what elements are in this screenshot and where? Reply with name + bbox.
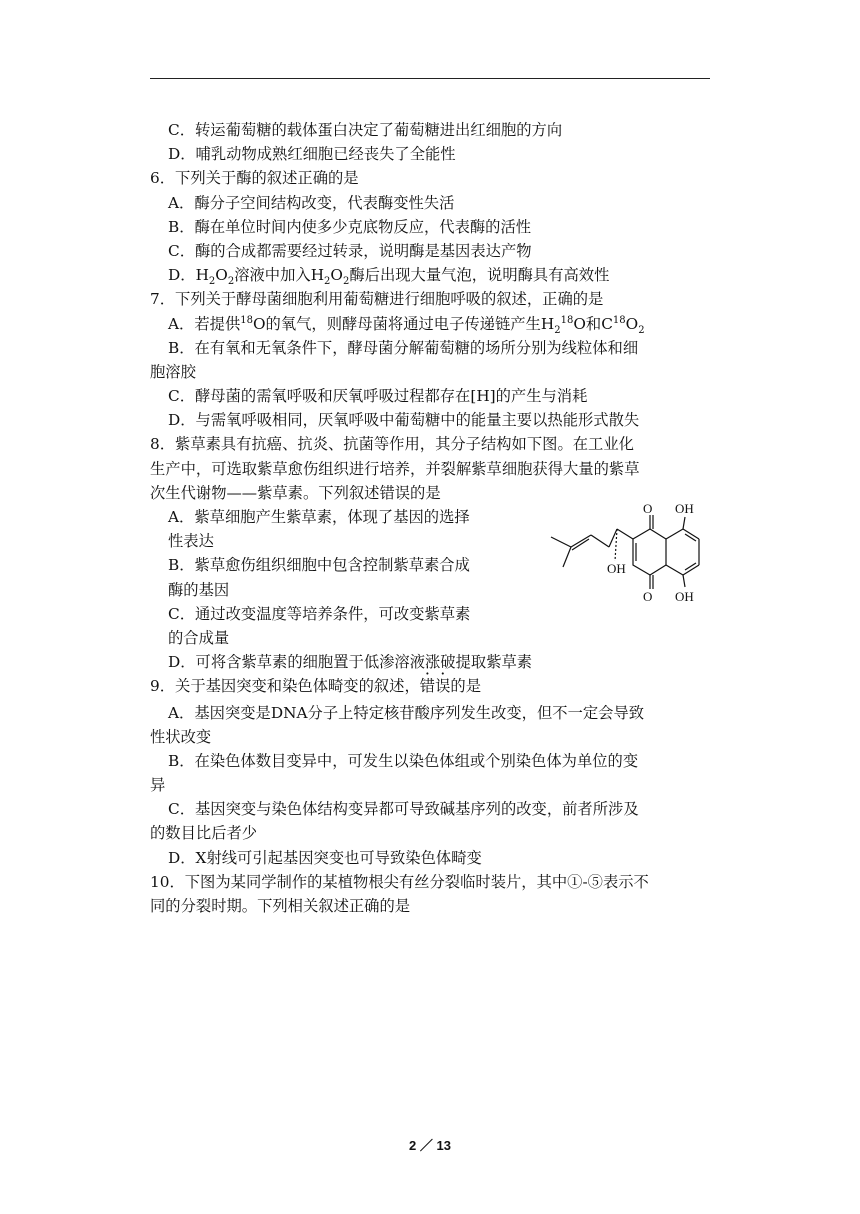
q9-stem-post: 的是 [450,677,482,696]
q5-option-d: D．哺乳动物成熟红细胞已经丧失了全能性 [168,145,456,164]
q8-option-b-line1: B．紫草愈伤组织细胞中包含控制紫草素合成 [168,556,470,575]
mol-label-o-top: O [643,501,653,516]
subscript-2: 2 [554,324,561,336]
q6-option-b: B．酶在单位时间内使多少克底物反应，代表酶的活性 [168,217,532,236]
q7-a-prefix: A．若提供 [168,314,241,333]
h-symbol: H [195,266,209,285]
q7-option-b-line1: B．在有氧和无氧条件下，酵母菌分解葡萄糖的场所分别为线粒体和细 [168,338,639,357]
q9-option-d: D．X射线可引起基因突变也可导致染色体畸变 [168,848,482,867]
q6-option-d [150,263,712,287]
q10-stem-line2: 同的分裂时期。下列相关叙述正确的是 [150,897,411,915]
q6-stem: 6．下列关于酶的叙述正确的是 [150,169,359,188]
q9-stem-emphasis-2: 误 [435,677,451,696]
c-18o2: $C^{18}O_2$ [601,314,645,336]
q9-option-c-line2: 的数目比后者少 [150,824,258,843]
shikonin-structure-diagram [533,501,713,611]
o-symbol: O [215,266,228,285]
q6-d-mid: 溶液中加入 [234,266,311,285]
subscript-2: 2 [342,276,350,288]
q6-option-a: A．酶分子空间结构改变，代表酶变性失活 [168,193,455,212]
q9-option-b-line1: B．在染色体数目变异中，可发生以染色体组或个别染色体为单位的变 [168,751,639,770]
q7-a-mid: O的氧气，则酵母菌将通过电子传递链产生 [252,314,541,333]
q10-stem-line1: 10．下图为某同学制作的某植物根尖有丝分裂临时装片，其中①-⑤表示不 [150,872,649,891]
q6-d-h2o2-b [310,266,350,288]
h-symbol: H [310,266,325,285]
o-symbol: O [573,314,586,333]
q6-d-h2o2-a [195,266,235,288]
q8-option-c-line2: 的合成量 [168,628,230,647]
q8-option-a-line2: 性表达 [168,532,214,551]
header-rule [150,78,710,79]
q6-d-post: 酶后出现大量气泡，说明酶具有高效性 [349,266,610,285]
subscript-2: 2 [227,276,235,288]
superscript-18: 18 [612,314,626,326]
page-content [150,118,712,918]
superscript-18: 18 [240,314,253,326]
molecule-bonds [551,515,699,589]
superscript-18: 18 [560,314,574,326]
q8-stem-line1: 8．紫草素具有抗癌、抗炎、抗菌等作用，其分子结构如下图。在工业化 [150,435,634,454]
q8-option-a-line1: A．紫草细胞产生紫草素，体现了基因的选择 [168,508,470,526]
subscript-2: 2 [324,276,331,288]
q9-option-c-line1: C．基因突变与染色体结构变异都可导致碱基序列的改变，前者所涉及 [168,800,639,819]
q7-stem: 7．下列关于酵母菌细胞利用葡萄糖进行细胞呼吸的叙述，正确的是 [150,290,604,309]
subscript-2: 2 [638,324,645,336]
q9-stem-pre: 9．关于基因突变和染色体畸变的叙述， [150,677,420,696]
q9-stem-emphasis-1: 错 [419,677,436,696]
q7-option-a [150,312,712,336]
q6-d-prefix: D． [168,266,196,285]
q9-option-b-line2: 异 [150,776,166,795]
q8-stem-line3: 次生代谢物——紫草素。下列叙述错误的是 [150,483,441,502]
q9-stem [150,674,712,698]
q5-option-c: C．转运葡萄糖的载体蛋白决定了葡萄糖进出红细胞的方向 [168,121,563,139]
h-symbol: H [540,314,555,333]
h2-18o [540,314,586,336]
o-symbol: O [330,266,343,285]
q8-options-with-structure [150,501,712,650]
mol-label-oh-bottom: OH [675,589,694,604]
q7-option-d: D．与需氧呼吸相同，厌氧呼吸中葡萄糖中的能量主要以热能形式散失 [168,411,640,430]
q9-option-a-line1: A．基因突变是DNA分子上特定核苷酸序列发生改变，但不一定会导致 [168,703,645,722]
q9-option-a-line2: 性状改变 [150,727,212,746]
page-number: 2 ／ 13 [409,1138,451,1153]
mol-label-oh-side: OH [607,561,626,576]
q8-option-d: D．可将含紫草素的细胞置于低渗溶液涨破提取紫草素 [168,653,533,672]
subscript-2: 2 [208,276,216,288]
o-symbol: O [625,314,639,333]
mol-label-o-bottom: O [643,589,653,604]
q6-option-c: C．酶的合成都需要经过转录，说明酶是基因表达产物 [168,241,532,260]
q8-option-c-line1: C．通过改变温度等培养条件，可改变紫草素 [168,604,471,623]
q7-option-b-line2: 胞溶胶 [150,362,196,381]
q8-option-b-line2: 酶的基因 [168,580,230,599]
q8-stem-line2: 生产中，可选取紫草愈伤组织进行培养，并裂解紫草细胞获得大量的紫草 [150,459,640,478]
mol-label-oh-top: OH [675,501,694,516]
q7-a-and: 和 [585,314,602,333]
q7-option-c: C．酵母菌的需氧呼吸和厌氧呼吸过程都存在[H]的产生与消耗 [168,387,588,406]
